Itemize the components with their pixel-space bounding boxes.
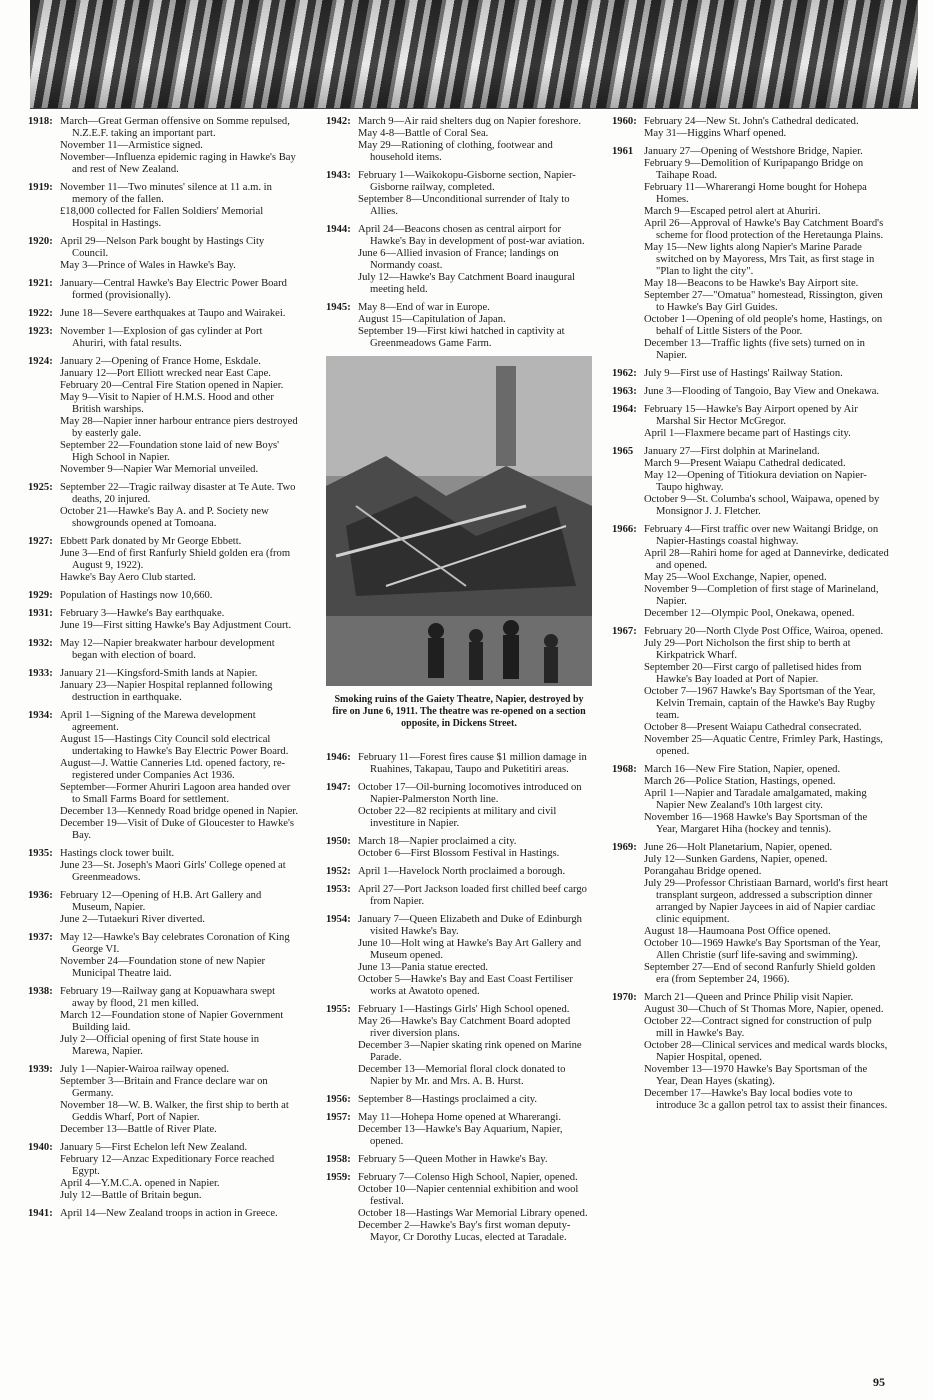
year-label: 1966: <box>612 524 637 535</box>
event-list <box>644 524 890 620</box>
event-item: Ebbett Park donated by Mr George Ebbett. <box>60 536 242 547</box>
event-item: September 8—Unconditional surrender of Italy to Allies. <box>358 194 570 217</box>
year-label: 1924: <box>28 356 53 367</box>
event-list <box>60 182 298 230</box>
event-item: March 9—Present Waiapu Cathedral dedicated. <box>644 458 846 469</box>
event-list <box>60 668 298 704</box>
event-list <box>644 992 890 1112</box>
year-entry <box>612 842 890 986</box>
year-entry <box>326 866 592 878</box>
event-item: July 12—Hawke's Bay Catchment Board inaugural meeting held. <box>358 272 575 295</box>
event-item: September 8—Hastings proclaimed a city. <box>358 1094 538 1105</box>
column-1 <box>28 116 298 1226</box>
event-item: February 20—Central Fire Station opened in Napier. <box>60 380 284 391</box>
year-label: 1947: <box>326 782 351 793</box>
year-entry <box>28 668 298 704</box>
event-item: October 22—82 recipients at military and civil investiture in Napier. <box>358 806 557 829</box>
event-list <box>60 356 298 476</box>
event-item: May 28—Napier inner harbour entrance piers destroyed by easterly gale. <box>60 416 298 439</box>
event-item: June 26—Holt Planetarium, Napier, opened. <box>644 842 833 853</box>
year-label: 1944: <box>326 224 351 235</box>
year-label: 1940: <box>28 1142 53 1153</box>
year-entry <box>326 224 592 296</box>
event-item: February 1—Waikokopu-Gisborne section, Napier-Gisborne railway, completed. <box>358 170 576 193</box>
event-item: February 11—Wharerangi Home bought for Hohepa Homes. <box>644 182 867 205</box>
year-label: 1952: <box>326 866 351 877</box>
event-item: June 19—First sitting Hawke's Bay Adjustment Court. <box>60 620 292 631</box>
event-item: November 18—W. B. Walker, the first ship to berth at Geddis Wharf, Port of Napier. <box>60 1100 289 1123</box>
event-item: September 19—First kiwi hatched in captivity at Greenmeadows Game Farm. <box>358 326 565 349</box>
event-item: February 3—Hawke's Bay earthquake. <box>60 608 225 619</box>
photo-caption: Smoking ruins of the Gaiety Theatre, Napier, destroyed by fire on June 6, 1911. The theatre was re-opened on a section opposite, in Dickens Street. <box>332 694 586 729</box>
event-list <box>60 1208 298 1220</box>
header-photo-strip <box>30 0 918 109</box>
event-item: April 1—Havelock North proclaimed a borough. <box>358 866 566 877</box>
event-item: October 7—1967 Hawke's Bay Sportsman of the Year, Kelvin Tremain, captain of the Hawke's Bay Rugby team. <box>644 686 876 721</box>
year-entry <box>28 536 298 584</box>
year-entry <box>612 404 890 440</box>
year-label: 1918: <box>28 116 53 127</box>
event-item: Hastings clock tower built. <box>60 848 175 859</box>
event-list <box>358 116 592 164</box>
event-list <box>358 302 592 350</box>
event-item: April 1—Napier and Taradale amalgamated, making Napier New Zealand's 10th largest city. <box>644 788 867 811</box>
event-list <box>644 386 890 398</box>
event-item: September 20—First cargo of palletised hides from Hawke's Bay loaded at Port of Napier. <box>644 662 862 685</box>
year-label: 1961 <box>612 146 634 157</box>
event-item: March 26—Police Station, Hastings, opened. <box>644 776 836 787</box>
year-label: 1921: <box>28 278 53 289</box>
event-item: October 6—First Blossom Festival in Hastings. <box>358 848 560 859</box>
year-label: 1939: <box>28 1064 53 1075</box>
event-item: July 29—Port Nicholson the first ship to berth at Kirkpatrick Wharf. <box>644 638 851 661</box>
year-label: 1950: <box>326 836 351 847</box>
event-list <box>60 326 298 350</box>
event-item: July 9—First use of Hastings' Railway Station. <box>644 368 843 379</box>
event-item: April 14—New Zealand troops in action in Greece. <box>60 1208 278 1219</box>
year-entry <box>612 146 890 362</box>
event-list <box>60 590 298 602</box>
year-label: 1962: <box>612 368 637 379</box>
event-item: February 12—Opening of H.B. Art Gallery and Museum, Napier. <box>60 890 262 913</box>
event-item: May 3—Prince of Wales in Hawke's Bay. <box>60 260 236 271</box>
event-item: February 7—Colenso High School, Napier, opened. <box>358 1172 578 1183</box>
event-list <box>60 536 298 584</box>
event-item: December 3—Napier skating rink opened on Marine Parade. <box>358 1040 582 1063</box>
year-entry <box>612 386 890 398</box>
event-item: October 22—Contract signed for construction of pulp mill in Hawke's Bay. <box>644 1016 872 1039</box>
event-item: April 1—Flaxmere became part of Hastings city. <box>644 428 851 439</box>
year-label: 1963: <box>612 386 637 397</box>
year-entry <box>28 932 298 980</box>
event-item: November 13—1970 Hawke's Bay Sportsman of the Year, Dean Hayes (skating). <box>644 1064 868 1087</box>
event-item: January 21—Kingsford-Smith lands at Napier. <box>60 668 258 679</box>
year-entry <box>326 302 592 350</box>
event-item: October 9—St. Columba's school, Waipawa, opened by Monsignor J. J. Fletcher. <box>644 494 880 517</box>
year-entry <box>28 278 298 302</box>
event-item: May 25—Wool Exchange, Napier, opened. <box>644 572 827 583</box>
event-list <box>60 1142 298 1202</box>
event-item: February 1—Hastings Girls' High School opened. <box>358 1004 570 1015</box>
event-list <box>60 1064 298 1136</box>
event-list <box>358 1154 592 1166</box>
year-label: 1957: <box>326 1112 351 1123</box>
year-entry <box>28 308 298 320</box>
year-label: 1954: <box>326 914 351 925</box>
event-item: July 29—Professor Christiaan Barnard, world's first heart transplant surgeon, addressed a subscription dinner arranged by Napier Jaycees in aid of Napier cardiac clinic equipment. <box>644 878 889 925</box>
year-label: 1943: <box>326 170 351 181</box>
event-item: November 1—Explosion of gas cylinder at Port Ahuriri, with fatal results. <box>60 326 263 349</box>
event-item: November 9—Napier War Memorial unveiled. <box>60 464 259 475</box>
event-list <box>60 890 298 926</box>
year-label: 1970: <box>612 992 637 1003</box>
event-item: January 12—Port Elliott wrecked near East Cape. <box>60 368 271 379</box>
event-item: August 30—Chuch of St Thomas More, Napier, opened. <box>644 1004 884 1015</box>
event-item: May 12—Hawke's Bay celebrates Coronation of King George VI. <box>60 932 290 955</box>
year-entry <box>612 626 890 758</box>
event-list <box>60 932 298 980</box>
year-entry <box>326 116 592 164</box>
page-number: 95 <box>873 1375 885 1389</box>
event-item: February 5—Queen Mother in Hawke's Bay. <box>358 1154 548 1165</box>
event-item: July 2—Official opening of first State house in Marewa, Napier. <box>60 1034 259 1057</box>
column-3 <box>612 116 890 1118</box>
event-item: May 8—End of war in Europe. <box>358 302 490 313</box>
year-label: 1933: <box>28 668 53 679</box>
event-list <box>358 1112 592 1148</box>
event-list <box>644 764 890 836</box>
year-entry <box>28 326 298 350</box>
event-item: November 24—Foundation stone of new Napier Municipal Theatre laid. <box>60 956 266 979</box>
event-item: April 27—Port Jackson loaded first chilled beef cargo from Napier. <box>358 884 587 907</box>
theatre-ruins-photo <box>326 356 592 686</box>
event-item: December 13—Battle of River Plate. <box>60 1124 217 1135</box>
event-item: October 8—Present Waiapu Cathedral consecrated. <box>644 722 862 733</box>
event-item: October 21—Hawke's Bay A. and P. Society new showgrounds opened at Tomoana. <box>60 506 269 529</box>
event-item: October 18—Hastings War Memorial Library opened. <box>358 1208 588 1219</box>
year-entry <box>28 182 298 230</box>
event-item: June 3—End of first Ranfurly Shield golden era (from August 9, 1922). <box>60 548 291 571</box>
event-item: May 11—Hohepa Home opened at Wharerangi. <box>358 1112 561 1123</box>
event-item: September 3—Britain and France declare war on Germany. <box>60 1076 268 1099</box>
column-2 <box>326 116 592 1250</box>
year-entry <box>612 992 890 1112</box>
event-list <box>358 1004 592 1088</box>
year-entry <box>28 236 298 272</box>
event-item: April 26—Approval of Hawke's Bay Catchment Board's scheme for flood protection of the Heretaunga Plains. <box>644 218 884 241</box>
event-item: January 27—Opening of Westshore Bridge, Napier. <box>644 146 863 157</box>
event-item: December 13—Hawke's Bay Aquarium, Napier, opened. <box>358 1124 563 1147</box>
year-label: 1946: <box>326 752 351 763</box>
year-label: 1925: <box>28 482 53 493</box>
event-item: June 23—St. Joseph's Maori Girls' College opened at Greenmeadows. <box>60 860 286 883</box>
year-entry <box>326 752 592 776</box>
event-item: March 9—Air raid shelters dug on Napier foreshore. <box>358 116 581 127</box>
year-label: 1935: <box>28 848 53 859</box>
year-entry <box>28 608 298 632</box>
event-item: August—J. Wattie Canneries Ltd. opened factory, re-registered under Companies Act 1936. <box>60 758 286 781</box>
event-item: March 12—Foundation stone of Napier Government Building laid. <box>60 1010 284 1033</box>
year-entry <box>326 1112 592 1148</box>
year-label: 1941: <box>28 1208 53 1219</box>
year-label: 1968: <box>612 764 637 775</box>
event-item: June 2—Tutaekuri River diverted. <box>60 914 205 925</box>
event-item: October 10—Napier centennial exhibition and wool festival. <box>358 1184 579 1207</box>
event-list <box>60 986 298 1058</box>
year-label: 1922: <box>28 308 53 319</box>
year-label: 1929: <box>28 590 53 601</box>
year-label: 1953: <box>326 884 351 895</box>
year-label: 1960: <box>612 116 637 127</box>
event-item: February 15—Hawke's Bay Airport opened by Air Marshal Sir Hector McGregor. <box>644 404 858 427</box>
year-label: 1955: <box>326 1004 351 1015</box>
year-entry <box>28 1208 298 1220</box>
year-label: 1942: <box>326 116 351 127</box>
event-list <box>358 914 592 998</box>
event-item: May 12—Opening of Titiokura deviation on Napier-Taupo highway. <box>644 470 867 493</box>
event-list <box>60 482 298 530</box>
year-entry <box>326 836 592 860</box>
event-item: May 12—Napier breakwater harbour development began with election of board. <box>60 638 275 661</box>
event-item: September 22—Foundation stone laid of new Boys' High School in Napier. <box>60 440 280 463</box>
year-label: 1969: <box>612 842 637 853</box>
year-label: 1936: <box>28 890 53 901</box>
event-item: May 31—Higgins Wharf opened. <box>644 128 787 139</box>
year-label: 1932: <box>28 638 53 649</box>
event-item: March 9—Escaped petrol alert at Ahuriri. <box>644 206 821 217</box>
year-entry <box>326 1004 592 1088</box>
event-item: November—Influenza epidemic raging in Hawke's Bay and rest of New Zealand. <box>60 152 296 175</box>
year-entry <box>326 1094 592 1106</box>
event-item: February 11—Forest fires cause $1 million damage in Ruahines, Takapau, Taupo and Puketitiri areas. <box>358 752 587 775</box>
event-list <box>358 752 592 776</box>
event-item: February 12—Anzac Expeditionary Force reached Egypt. <box>60 1154 275 1177</box>
year-label: 1965 <box>612 446 634 457</box>
event-list <box>644 146 890 362</box>
event-item: May 26—Hawke's Bay Catchment Board adopted river diversion plans. <box>358 1016 571 1039</box>
event-item: June 18—Severe earthquakes at Taupo and Wairakei. <box>60 308 286 319</box>
event-item: October 28—Clinical services and medical wards blocks, Napier Hospital, opened. <box>644 1040 888 1063</box>
year-label: 1920: <box>28 236 53 247</box>
year-entry <box>612 116 890 140</box>
event-item: June 10—Holt wing at Hawke's Bay Art Gallery and Museum opened. <box>358 938 582 961</box>
year-entry <box>326 884 592 908</box>
event-item: January—Central Hawke's Bay Electric Power Board formed (provisionally). <box>60 278 287 301</box>
event-list <box>60 278 298 302</box>
event-item: June 13—Pania statue erected. <box>358 962 489 973</box>
event-list <box>358 866 592 878</box>
event-item: April 24—Beacons chosen as central airport for Hawke's Bay in development of post-war aviation. <box>358 224 585 247</box>
event-item: September 22—Tragic railway disaster at Te Aute. Two deaths, 20 injured. <box>60 482 296 505</box>
event-list <box>60 710 298 842</box>
year-entry <box>326 782 592 830</box>
event-item: September 27—"Omatua" homestead, Rissington, given to Hawke's Bay Girl Guides. <box>644 290 883 313</box>
year-entry <box>28 1064 298 1136</box>
event-list <box>60 236 298 272</box>
event-list <box>358 170 592 218</box>
event-item: September 27—End of second Ranfurly Shield golden era (from September 24, 1966). <box>644 962 876 985</box>
event-item: May 4-8—Battle of Coral Sea. <box>358 128 489 139</box>
year-label: 1956: <box>326 1094 351 1105</box>
event-list <box>644 446 890 518</box>
event-item: March—Great German offensive on Somme repulsed, N.Z.E.F. taking an important part. <box>60 116 290 139</box>
year-entry <box>612 524 890 620</box>
event-item: Population of Hastings now 10,660. <box>60 590 213 601</box>
event-item: April 29—Nelson Park bought by Hastings City Council. <box>60 236 265 259</box>
event-item: January 7—Queen Elizabeth and Duke of Edinburgh visited Hawke's Bay. <box>358 914 582 937</box>
event-item: November 16—1968 Hawke's Bay Sportsman of the Year, Margaret Hiha (hockey and tennis). <box>644 812 868 835</box>
year-entry <box>612 446 890 518</box>
event-list <box>358 1094 592 1106</box>
event-list <box>644 626 890 758</box>
year-label: 1923: <box>28 326 53 337</box>
event-list <box>644 368 890 380</box>
event-list <box>644 116 890 140</box>
event-list <box>358 224 592 296</box>
event-item: September—Former Ahuriri Lagoon area handed over to Small Farms Board for settlement. <box>60 782 291 805</box>
event-item: October 5—Hawke's Bay and East Coast Fertiliser works at Awatoto opened. <box>358 974 573 997</box>
event-item: November 11—Armistice signed. <box>60 140 203 151</box>
year-label: 1927: <box>28 536 53 547</box>
year-entry <box>28 590 298 602</box>
event-list <box>358 1172 592 1244</box>
event-list <box>644 842 890 986</box>
event-item: April 28—Rahiri home for aged at Dannevirke, dedicated and opened. <box>644 548 889 571</box>
event-item: August 15—Capitulation of Japan. <box>358 314 506 325</box>
event-item: December 19—Visit of Duke of Gloucester to Hawke's Bay. <box>60 818 294 841</box>
year-label: 1937: <box>28 932 53 943</box>
year-entry <box>28 482 298 530</box>
event-item: January 5—First Echelon left New Zealand. <box>60 1142 248 1153</box>
year-label: 1945: <box>326 302 351 313</box>
year-entry <box>28 356 298 476</box>
event-item: November 9—Completion of first stage of Marineland, Napier. <box>644 584 879 607</box>
year-entry <box>28 116 298 176</box>
event-item: November 11—Two minutes' silence at 11 a.m. in memory of the fallen. <box>60 182 272 205</box>
event-item: August 18—Haumoana Post Office opened. <box>644 926 831 937</box>
event-list <box>358 782 592 830</box>
event-item: February 4—First traffic over new Waitangi Bridge, on Napier-Hastings coastal highway. <box>644 524 879 547</box>
year-label: 1938: <box>28 986 53 997</box>
year-entry <box>612 764 890 836</box>
year-entry <box>326 1172 592 1244</box>
event-item: July 12—Sunken Gardens, Napier, opened. <box>644 854 828 865</box>
event-item: January 23—Napier Hospital replanned following destruction in earthquake. <box>60 680 273 703</box>
event-item: March 18—Napier proclaimed a city. <box>358 836 517 847</box>
event-item: March 21—Queen and Prince Philip visit Napier. <box>644 992 854 1003</box>
event-list <box>358 836 592 860</box>
event-item: October 1—Opening of old people's home, Hastings, on behalf of Little Sisters of the Poor. <box>644 314 883 337</box>
event-item: December 12—Olympic Pool, Onekawa, opened. <box>644 608 855 619</box>
year-entry <box>28 710 298 842</box>
event-item: Porangahau Bridge opened. <box>644 866 762 877</box>
year-entry <box>28 638 298 662</box>
event-item: October 17—Oil-burning locomotives introduced on Napier-Palmerston North line. <box>358 782 582 805</box>
event-item: May 18—Beacons to be Hawke's Bay Airport site. <box>644 278 859 289</box>
event-item: January 2—Opening of France Home, Eskdale. <box>60 356 261 367</box>
year-label: 1959: <box>326 1172 351 1183</box>
event-item: December 13—Kennedy Road bridge opened in Napier. <box>60 806 298 817</box>
event-list <box>60 848 298 884</box>
event-item: February 20—North Clyde Post Office, Wairoa, opened. <box>644 626 884 637</box>
event-item: May 15—New lights along Napier's Marine Parade switched on by Mayoress, Mrs Tait, as first stage in "Plan to light the city". <box>644 242 875 277</box>
event-item: February 9—Demolition of Kuripapango Bridge on Taihape Road. <box>644 158 864 181</box>
event-item: July 12—Battle of Britain begun. <box>60 1190 202 1201</box>
year-entry <box>28 986 298 1058</box>
year-entry <box>28 848 298 884</box>
year-entry <box>28 890 298 926</box>
event-item: December 13—Traffic lights (five sets) turned on in Napier. <box>644 338 865 361</box>
year-entry <box>326 1154 592 1166</box>
event-list <box>60 116 298 176</box>
event-item: June 3—Flooding of Tangoio, Bay View and Onekawa. <box>644 386 880 397</box>
event-list <box>644 404 890 440</box>
year-entry <box>28 1142 298 1202</box>
event-item: October 10—1969 Hawke's Bay Sportsman of the Year, Allen Christie (surf life-saving and swimming). <box>644 938 881 961</box>
event-item: December 13—Memorial floral clock donated to Napier by Mr. and Mrs. A. B. Hurst. <box>358 1064 566 1087</box>
event-item: December 17—Hawke's Bay local bodies vote to introduce 3c a gallon petrol tax to assist their finances. <box>644 1088 888 1111</box>
year-label: 1967: <box>612 626 637 637</box>
year-entry <box>326 170 592 218</box>
year-label: 1958: <box>326 1154 351 1165</box>
event-item: May 29—Rationing of clothing, footwear and household items. <box>358 140 553 163</box>
year-entry <box>326 914 592 998</box>
event-list <box>60 608 298 632</box>
year-label: 1964: <box>612 404 637 415</box>
event-item: January 27—First dolphin at Marineland. <box>644 446 820 457</box>
event-item: August 15—Hastings City Council sold electrical undertaking to Hawke's Bay Electric Power Board. <box>60 734 289 757</box>
year-entry <box>612 368 890 380</box>
event-item: March 16—New Fire Station, Napier, opened. <box>644 764 841 775</box>
event-item: April 4—Y.M.C.A. opened in Napier. <box>60 1178 220 1189</box>
year-label: 1931: <box>28 608 53 619</box>
year-label: 1934: <box>28 710 53 721</box>
event-item: February 19—Railway gang at Kopuawhara swept away by flood, 21 men killed. <box>60 986 276 1009</box>
event-item: February 24—New St. John's Cathedral dedicated. <box>644 116 859 127</box>
event-item: May 9—Visit to Napier of H.M.S. Hood and other British warships. <box>60 392 274 415</box>
event-item: December 2—Hawke's Bay's first woman deputy-Mayor, Cr Dorothy Lucas, elected at Taradale. <box>358 1220 571 1243</box>
event-item: Hawke's Bay Aero Club started. <box>60 572 196 583</box>
event-list <box>60 308 298 320</box>
event-list <box>358 884 592 908</box>
event-item: July 1—Napier-Wairoa railway opened. <box>60 1064 229 1075</box>
event-item: November 25—Aquatic Centre, Frimley Park, Hastings, opened. <box>644 734 883 757</box>
event-list <box>60 638 298 662</box>
event-item: April 1—Signing of the Marewa development agreement. <box>60 710 256 733</box>
year-label: 1919: <box>28 182 53 193</box>
event-item: £18,000 collected for Fallen Soldiers' Memorial Hospital in Hastings. <box>60 206 264 229</box>
event-item: June 6—Allied invasion of France; landings on Normandy coast. <box>358 248 559 271</box>
